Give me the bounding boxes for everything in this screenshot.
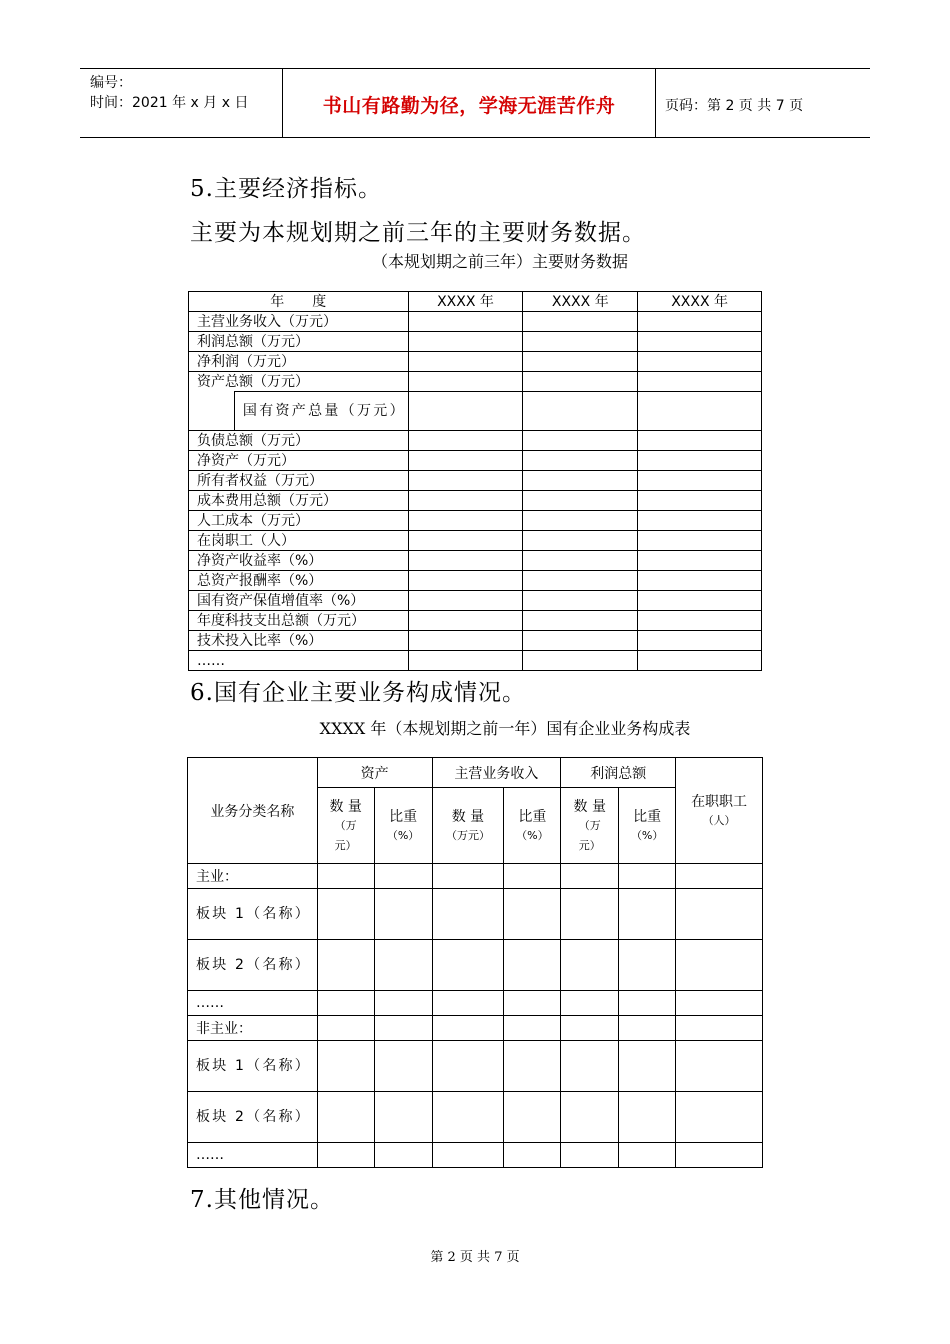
header-meta <box>90 73 280 113</box>
row-label: 板块 1（名称） <box>188 1041 318 1092</box>
row-label: 主业： <box>188 864 318 889</box>
row-label: 主营业务收入（万元） <box>189 312 409 332</box>
row-label: 所有者权益（万元） <box>189 471 409 491</box>
table-row <box>188 1016 763 1041</box>
table-row <box>189 531 762 551</box>
row-label: 利润总额（万元） <box>189 332 409 352</box>
header-motto: 书山有路勤为径，学海无涯苦作舟 <box>322 95 616 117</box>
year-header: XXXX 年 <box>523 292 638 312</box>
row-label: 国有资产总量（万元） <box>234 392 408 431</box>
row-label: 在岗职工（人） <box>189 531 409 551</box>
section7-heading: 7.其他情况。 <box>190 1187 334 1213</box>
table-row <box>189 431 762 451</box>
table-row <box>188 940 763 991</box>
row-label: …… <box>189 651 409 671</box>
table-row <box>189 631 762 651</box>
section5-heading: 5.主要经济指标。 <box>190 176 382 202</box>
document-header <box>80 68 870 138</box>
row-label: 负债总额（万元） <box>189 431 409 451</box>
group-header: 主营业务收入 <box>432 758 561 788</box>
quantity-header: 数 量 （万元） <box>432 788 504 864</box>
table-row <box>189 571 762 591</box>
business-composition-table <box>187 757 763 1168</box>
quantity-header: 数 量 （万 元） <box>561 788 619 864</box>
staff-header: 在职职工 （人） <box>676 758 763 864</box>
time-label: 时间：2021 年 x 月 x 日 <box>90 95 249 111</box>
table-row <box>188 991 763 1016</box>
table-row <box>188 1092 763 1143</box>
quantity-header: 数 量 （万 元） <box>317 788 374 864</box>
table-row <box>189 651 762 671</box>
table-row <box>189 352 762 372</box>
year-header: XXXX 年 <box>638 292 762 312</box>
row-label: 板块 1（名称） <box>188 889 318 940</box>
table-row <box>189 392 762 431</box>
table-row <box>188 1143 763 1168</box>
table-row <box>189 511 762 531</box>
ratio-header: 比重 （%） <box>374 788 432 864</box>
group-header: 资产 <box>317 758 432 788</box>
row-label: …… <box>188 991 318 1016</box>
row-label: 资产总额（万元） <box>189 372 409 392</box>
table-row <box>189 451 762 471</box>
table-row <box>189 312 762 332</box>
row-label: 人工成本（万元） <box>189 511 409 531</box>
row-label: …… <box>188 1143 318 1168</box>
table-row <box>189 372 762 392</box>
table-row <box>189 332 762 352</box>
year-column-header: 年 度 <box>189 292 409 312</box>
row-label: 技术投入比率（%） <box>189 631 409 651</box>
row-label: 国有资产保值增值率（%） <box>189 591 409 611</box>
number-label: 编号： <box>90 75 132 91</box>
header-divider <box>655 69 656 137</box>
table-row <box>189 292 762 312</box>
year-header: XXXX 年 <box>408 292 523 312</box>
financial-data-table <box>188 291 762 671</box>
table-row <box>189 491 762 511</box>
table1-caption: （本规划期之前三年）主要财务数据 <box>371 252 628 271</box>
table-row <box>189 471 762 491</box>
section5-description: 主要为本规划期之前三年的主要财务数据。 <box>190 220 646 246</box>
page-footer: 第 2 页 共 7 页 <box>430 1250 520 1265</box>
table-row <box>188 864 763 889</box>
ratio-header: 比重 （%） <box>504 788 561 864</box>
row-label: 净资产（万元） <box>189 451 409 471</box>
business-name-header: 业务分类名称 <box>188 758 318 864</box>
row-label: 净资产收益率（%） <box>189 551 409 571</box>
row-label: 板块 2（名称） <box>188 940 318 991</box>
table-row <box>189 591 762 611</box>
row-label: 净利润（万元） <box>189 352 409 372</box>
table-row <box>188 758 763 788</box>
table2-caption: XXXX 年（本规划期之前一年）国有企业业务构成表 <box>319 719 691 738</box>
row-label: 板块 2（名称） <box>188 1092 318 1143</box>
header-page-label: 页码：第 2 页 共 7 页 <box>665 98 804 114</box>
table-row <box>188 889 763 940</box>
row-label: 总资产报酬率（%） <box>189 571 409 591</box>
table-row <box>189 611 762 631</box>
section6-heading: 6.国有企业主要业务构成情况。 <box>190 680 526 706</box>
table-row <box>188 1041 763 1092</box>
row-label: 年度科技支出总额（万元） <box>189 611 409 631</box>
row-label: 非主业： <box>188 1016 318 1041</box>
ratio-header: 比重 （%） <box>619 788 676 864</box>
row-label: 成本费用总额（万元） <box>189 491 409 511</box>
group-header: 利润总额 <box>561 758 676 788</box>
table-row <box>189 551 762 571</box>
